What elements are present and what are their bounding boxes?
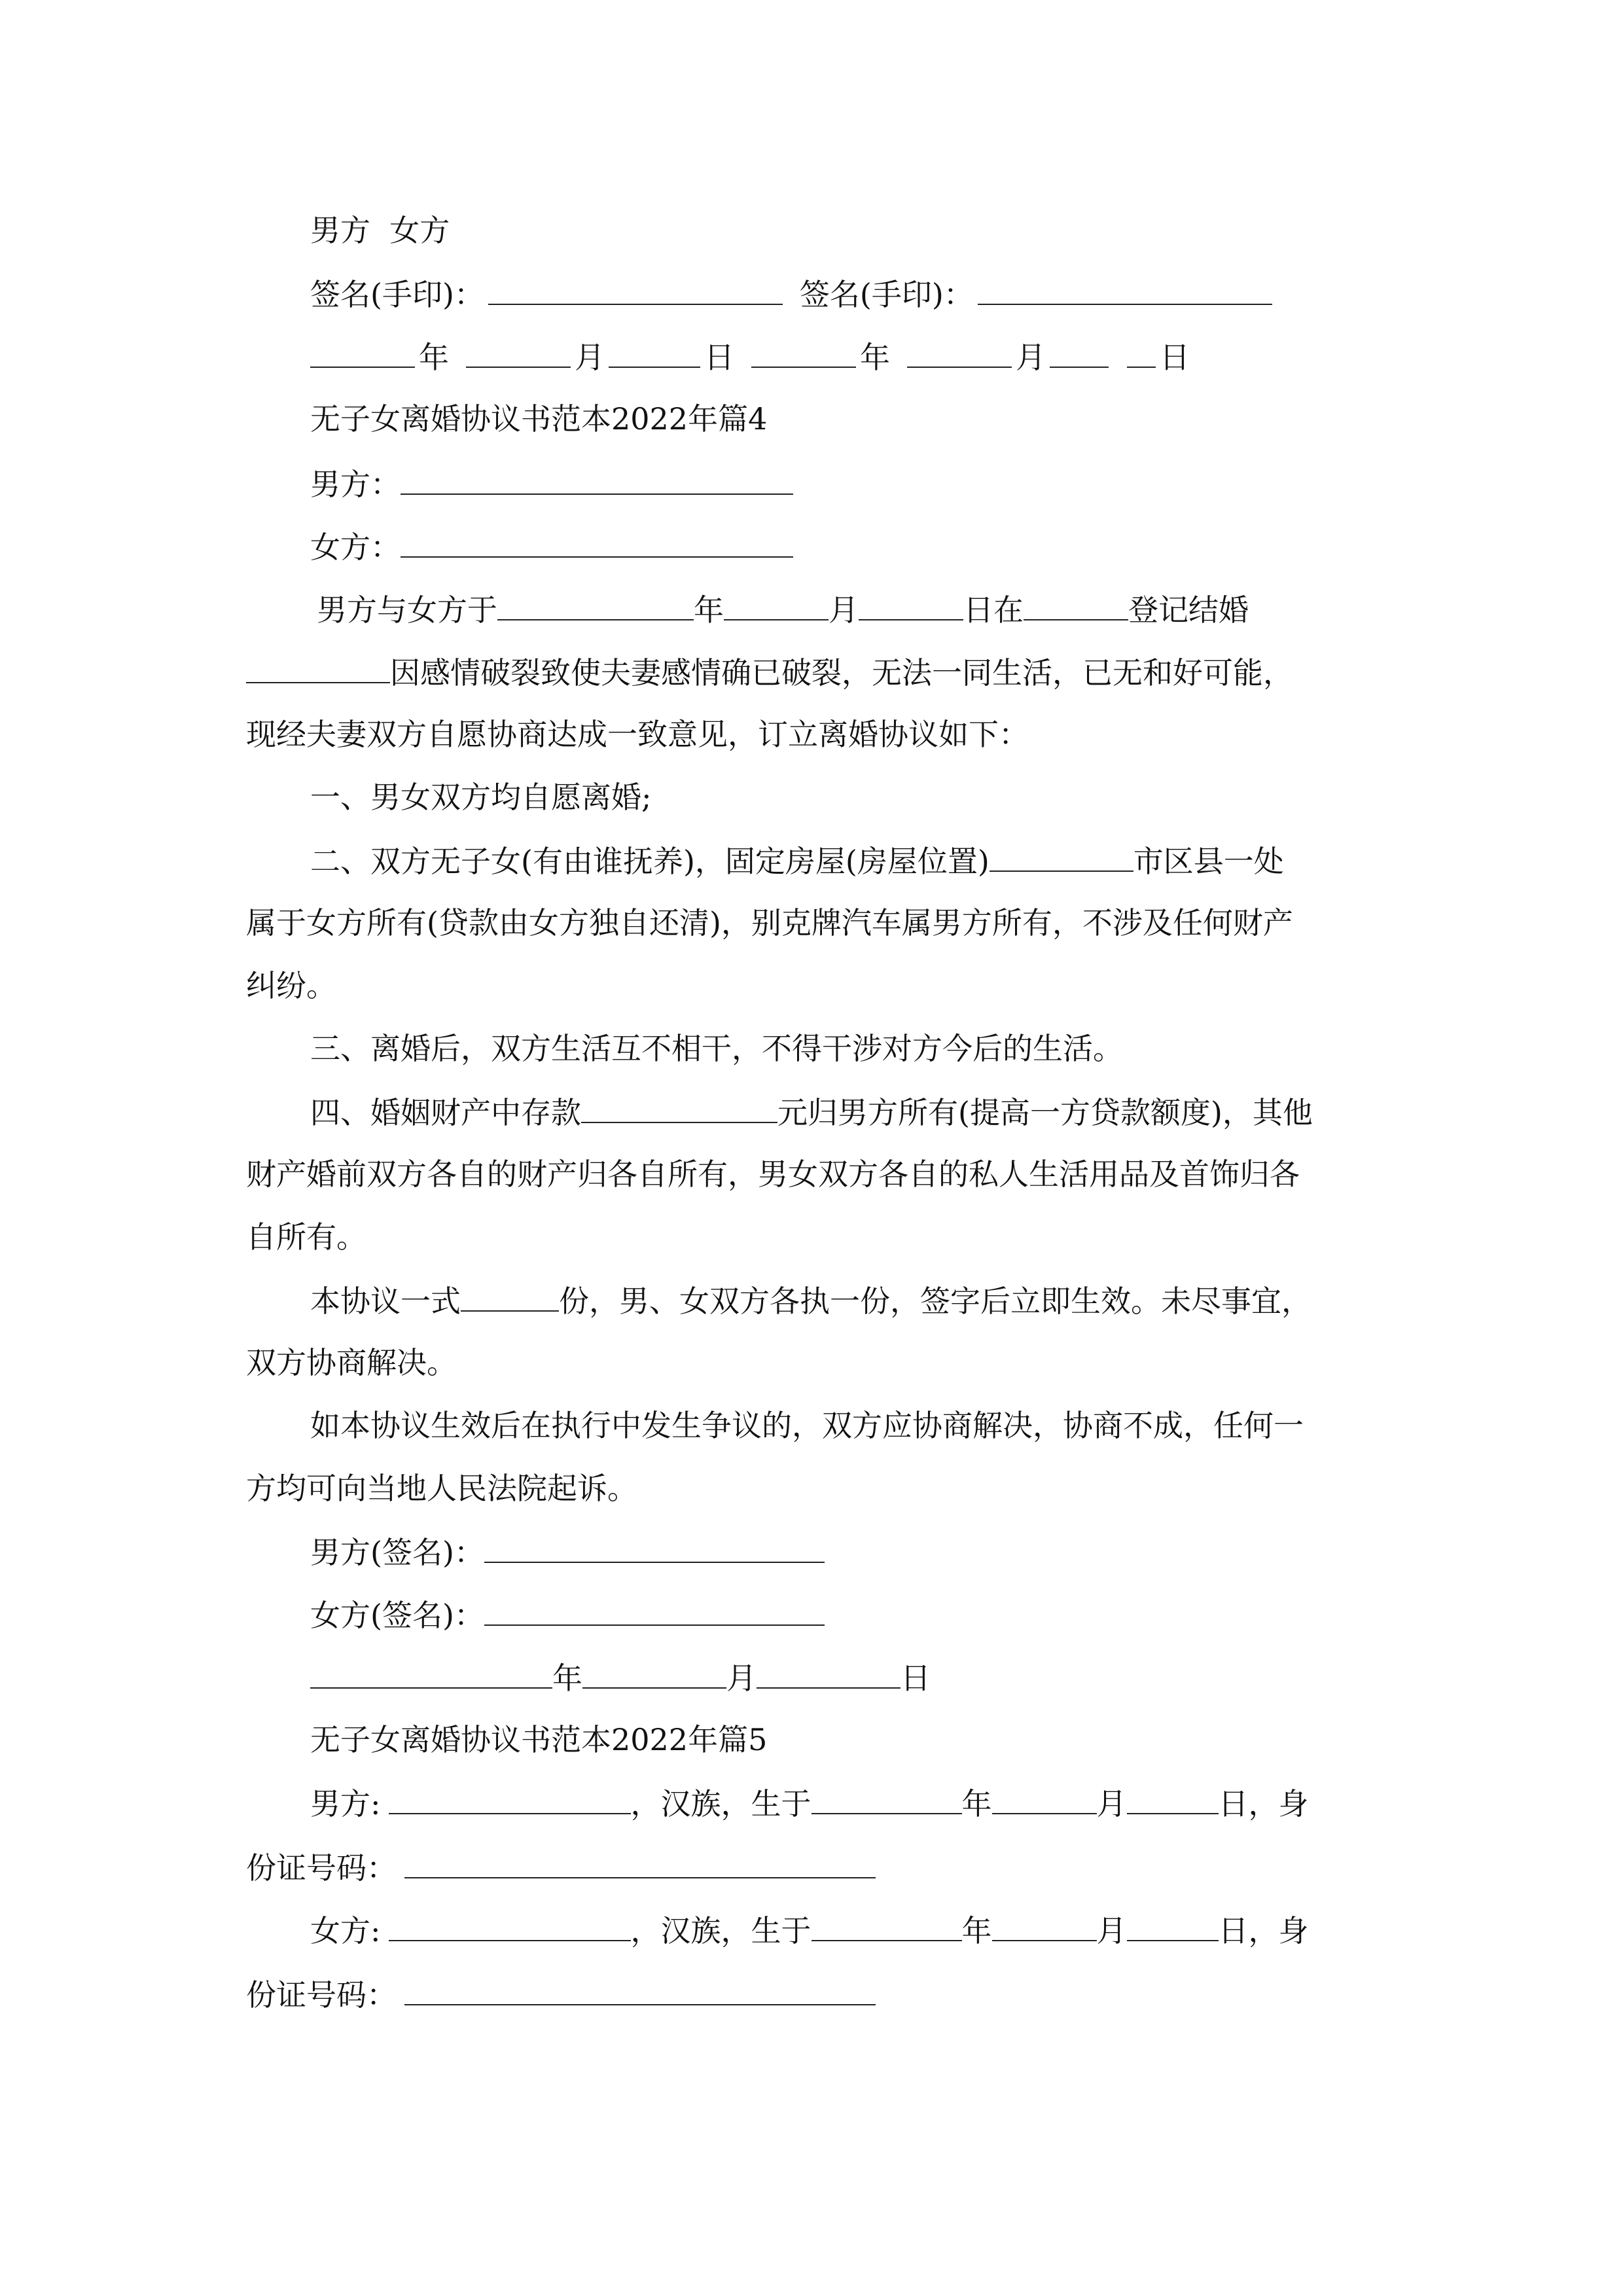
intro-year: 年 <box>694 592 724 628</box>
section5-title <box>310 1720 1385 1759</box>
date-month-label: 月 <box>1016 340 1046 375</box>
intro-blank-cause <box>246 652 390 683</box>
intro-line-3 <box>246 715 1385 754</box>
copies-text: 本协议一式 <box>310 1283 461 1319</box>
date-day-label: 日 <box>901 1660 931 1696</box>
s5-man-id-blank <box>404 1847 876 1878</box>
s5-man-label: 男方: <box>310 1786 381 1821</box>
section5-title-text: 无子女离婚协议书范本2022年篇5 <box>310 1722 768 1757</box>
item-2-line-2 <box>246 903 1385 942</box>
item-3 <box>310 1029 1385 1068</box>
item-1-text: 一、男女双方均自愿离婚; <box>310 780 652 815</box>
date-blank <box>1050 336 1109 368</box>
s5-woman-line-2 <box>246 1974 1385 2013</box>
date-blank <box>310 336 415 368</box>
s5-woman-month: 月 <box>1096 1913 1127 1948</box>
woman-label: 女方： <box>310 529 401 565</box>
item-4-blank <box>581 1092 777 1123</box>
sig-date-line <box>310 336 1385 376</box>
item-3-text: 三、离婚后，双方生活互不相干，不得干涉对方今后的生活。 <box>310 1031 1123 1066</box>
man-blank <box>401 463 793 495</box>
intro-line-1 <box>317 589 1385 628</box>
date-year-label: 年 <box>860 340 890 375</box>
item-2-text: 市区县一处 <box>1133 844 1284 879</box>
date-blank <box>751 336 856 368</box>
date-month-label: 月 <box>726 1660 757 1696</box>
intro-text: 因感情破裂致使夫妻感情确已破裂，无法一同生活，已无和好可能， <box>390 655 1293 691</box>
s5-woman-label: 女方: <box>310 1913 381 1948</box>
item-2-line-3 <box>246 966 1385 1005</box>
s5-woman-day: 日，身 <box>1218 1913 1309 1948</box>
date-blank <box>907 336 1012 368</box>
date-blank <box>757 1657 901 1689</box>
sign-blank-a <box>488 274 783 305</box>
date-blank <box>1127 336 1156 368</box>
item-4-line-3 <box>246 1217 1385 1257</box>
date-blank <box>582 1657 726 1689</box>
date-year-label: 年 <box>552 1660 582 1696</box>
copies-text: 双方协商解决。 <box>246 1345 457 1380</box>
date-month-label: 月 <box>575 340 605 375</box>
copies-text: 份，男、女双方各执一份，签字后立即生效。未尽事宜， <box>559 1283 1311 1319</box>
item-2-line-1 <box>310 840 1385 880</box>
woman-blank <box>401 526 793 558</box>
s5-woman-id-label: 份证号码： <box>246 1977 397 2013</box>
item-4-text: 四、婚姻财产中存款 <box>310 1095 581 1130</box>
woman-sign-line <box>310 1594 1385 1634</box>
s5-man-month-blank <box>992 1783 1097 1814</box>
section4-title-text: 无子女离婚协议书范本2022年篇4 <box>310 401 768 437</box>
intro-line-2 <box>246 652 1385 691</box>
copies-line-2 <box>246 1343 1385 1382</box>
date-blank <box>310 1657 552 1689</box>
s5-man-name-blank <box>389 1783 631 1814</box>
s5-man-line-1 <box>310 1783 1385 1822</box>
s5-woman-name-blank <box>389 1910 631 1941</box>
date-day-label: 日 <box>704 340 734 375</box>
item-4-text: 元归男方所有(提高一方贷款额度)，其他 <box>777 1095 1313 1130</box>
intro-blank-place <box>1024 589 1128 620</box>
man-sign-blank <box>484 1532 825 1563</box>
intro-reg: 登记结婚 <box>1128 592 1249 628</box>
date-year-label: 年 <box>419 340 449 375</box>
woman-line <box>310 526 1385 565</box>
woman-sign-label: 女方(签名)： <box>310 1598 484 1633</box>
item-4-line-1 <box>310 1092 1385 1131</box>
dispute-line-2 <box>246 1469 1385 1508</box>
dispute-text: 如本协议生效后在执行中发生争议的，双方应协商解决，协商不成，任何一 <box>310 1408 1304 1443</box>
sign-label-a: 签名(手印)： <box>310 277 484 312</box>
intro-text: 现经夫妻双方自愿协商达成一致意见，订立离婚协议如下： <box>246 717 1029 752</box>
dispute-text: 方均可向当地人民法院起诉。 <box>246 1471 637 1506</box>
s5-man-day: 日，身 <box>1218 1786 1309 1821</box>
sign-blank-b <box>978 274 1272 305</box>
item-2-text: 纠纷。 <box>246 968 336 1003</box>
s5-man-id-label: 份证号码： <box>246 1850 397 1886</box>
man-label: 男方： <box>310 467 401 502</box>
s5-man-year: 年 <box>961 1786 992 1821</box>
s5-man-ethnic: ，汉族，生于 <box>630 1786 812 1821</box>
item-4-line-2 <box>246 1155 1385 1194</box>
woman-sign-blank <box>484 1594 825 1626</box>
intro-day-at: 日在 <box>963 592 1024 628</box>
sign-label-b: 签名(手印)： <box>799 277 974 312</box>
dispute-line-1 <box>310 1406 1385 1445</box>
intro-blank-year <box>497 589 694 620</box>
date-day-label: 日 <box>1160 340 1190 375</box>
s5-woman-month-blank <box>992 1910 1097 1941</box>
s5-man-day-blank <box>1127 1783 1219 1814</box>
s5-woman-id-blank <box>404 1974 876 2005</box>
section4-title <box>310 399 1385 439</box>
s5-woman-year: 年 <box>961 1913 992 1948</box>
man-sign-line <box>310 1532 1385 1571</box>
item-2-text: 二、双方无子女(有由谁抚养)，固定房屋(房屋位置) <box>310 844 990 879</box>
item-2-blank <box>990 840 1133 872</box>
intro-blank-day <box>859 589 963 620</box>
section4-date-line <box>310 1657 1385 1696</box>
item-1 <box>310 778 1385 817</box>
intro-month: 月 <box>829 592 859 628</box>
s5-woman-year-blank <box>812 1910 962 1941</box>
date-blank <box>609 336 700 368</box>
sig-header <box>310 211 1385 250</box>
item-4-text: 财产婚前双方各自的财产归各自所有，男女双方各自的私人生活用品及首饰归各 <box>246 1157 1300 1192</box>
s5-man-line-2 <box>246 1847 1385 1886</box>
s5-woman-line-1 <box>310 1910 1385 1949</box>
sig-header-text: 男方 女方 <box>310 213 450 248</box>
man-line <box>310 463 1385 503</box>
s5-woman-ethnic: ，汉族，生于 <box>630 1913 812 1948</box>
copies-line-1 <box>310 1280 1385 1319</box>
s5-man-year-blank <box>812 1783 962 1814</box>
sig-line <box>310 274 1385 313</box>
date-blank <box>466 336 571 368</box>
s5-woman-day-blank <box>1127 1910 1219 1941</box>
copies-blank <box>461 1280 559 1312</box>
intro-blank-month <box>724 589 829 620</box>
item-4-text: 自所有。 <box>246 1219 366 1255</box>
man-sign-label: 男方(签名)： <box>310 1535 484 1570</box>
intro-text: 男方与女方于 <box>317 592 497 628</box>
s5-man-month: 月 <box>1096 1786 1127 1821</box>
item-2-text: 属于女方所有(贷款由女方独自还清)，别克牌汽车属男方所有，不涉及任何财产 <box>246 905 1293 941</box>
